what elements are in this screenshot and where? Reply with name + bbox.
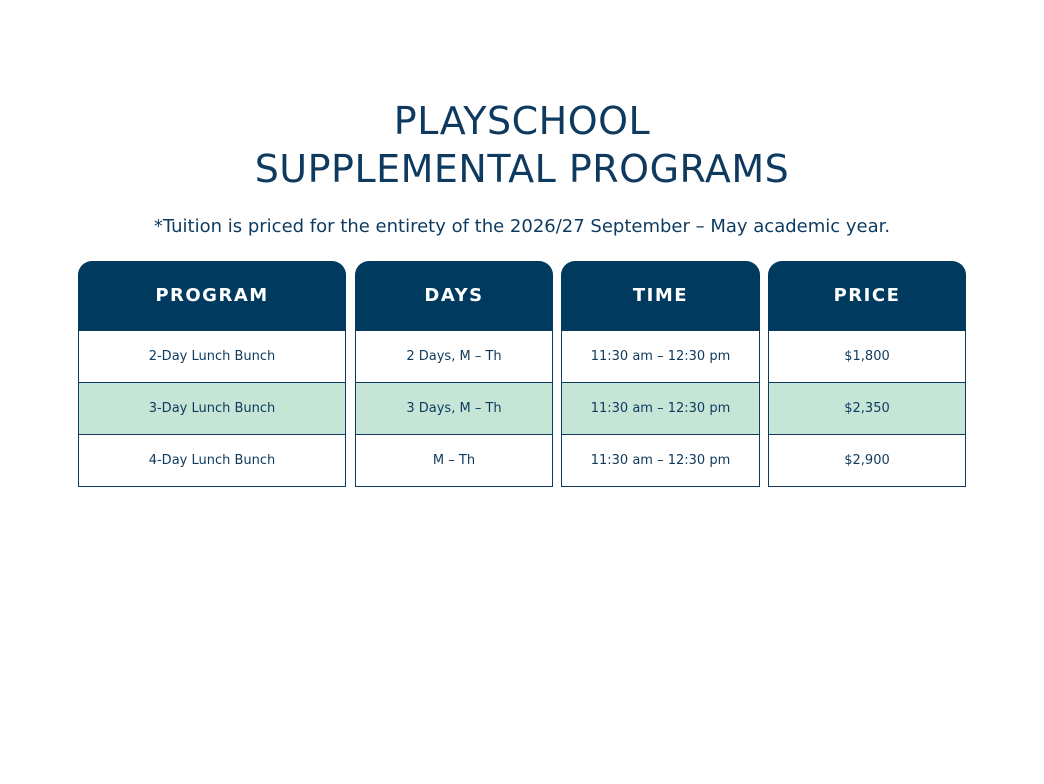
program-header: PROGRAM [78,261,346,330]
program-cell-row-2: 3-Day Lunch Bunch [78,383,346,435]
price-header: PRICE [768,261,966,330]
program-cell-row-3: 4-Day Lunch Bunch [78,435,346,487]
program-cell-row-1: 2-Day Lunch Bunch [78,330,346,383]
days-cell-row-1: 2 Days, M – Th [355,330,553,383]
time-cell-row-1: 11:30 am – 12:30 pm [561,330,760,383]
days-header: DAYS [355,261,553,330]
program-column [78,261,346,487]
page-title-line-2: SUPPLEMENTAL PROGRAMS [254,147,790,191]
tuition-note: *Tuition is priced for the entirety of the 2026/27 September – May academic year. [153,216,891,237]
page-title-line-1: PLAYSCHOOL [393,99,651,143]
time-cell-row-2: 11:30 am – 12:30 pm [561,383,760,435]
price-column [768,261,966,487]
price-cell-row-3: $2,900 [768,435,966,487]
time-cell-row-3: 11:30 am – 12:30 pm [561,435,760,487]
price-cell-row-2: $2,350 [768,383,966,435]
days-cell-row-3: M – Th [355,435,553,487]
days-cell-row-2: 3 Days, M – Th [355,383,553,435]
days-column [355,261,553,487]
time-column [561,261,760,487]
price-cell-row-1: $1,800 [768,330,966,383]
time-header: TIME [561,261,760,330]
